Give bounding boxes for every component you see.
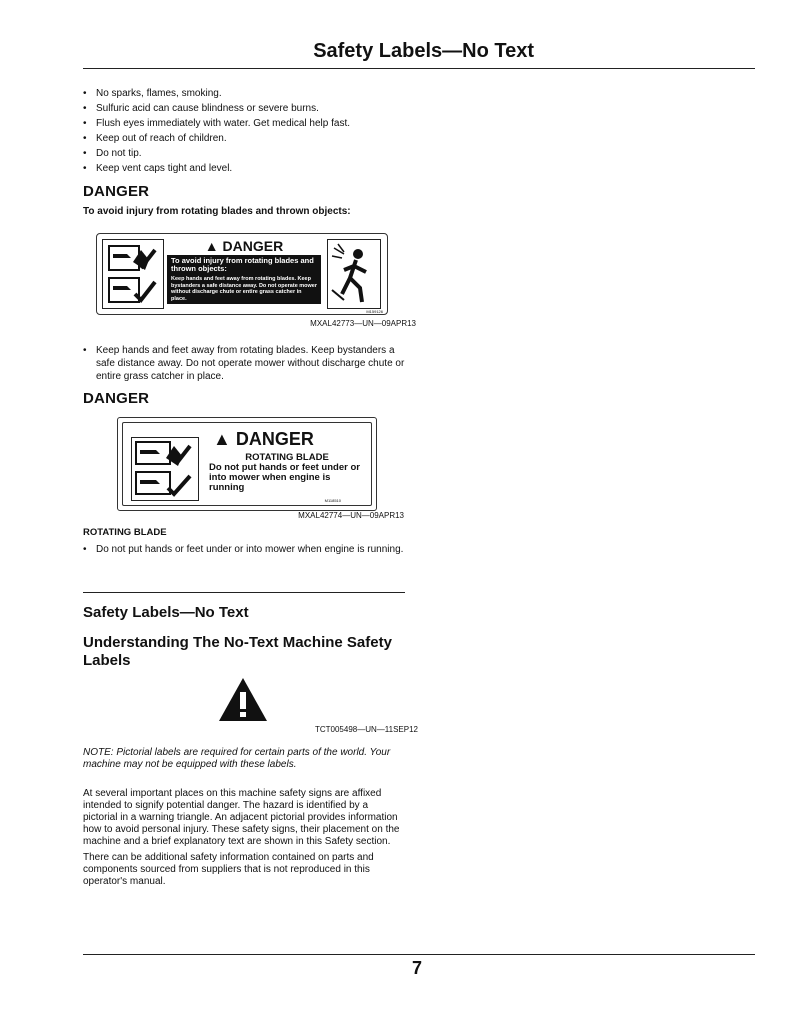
footer-rule xyxy=(83,954,755,955)
safety-label-rotating-blades xyxy=(96,233,388,315)
label-text-panel xyxy=(167,238,321,304)
label-small-text: Keep hands and feet away from rotating blades. Keep bystanders a safe distance away. Do not operate mower without discharge chute or entire grass catcher in place. xyxy=(171,276,318,302)
paragraph: At several important places on this machine safety signs are affixed intended to signify potential danger. The hazard is identified by a pictorial in a warning triangle. An adjacent pictorial provides information how to avoid personal injury. These safety signs, their placement on the machine and a brief explanatory text are shown in this Safety section. xyxy=(83,788,400,847)
section-title: Safety Labels—No Text xyxy=(83,604,249,621)
label-id: M118510 xyxy=(324,498,341,503)
hands-feet-pictorial-icon xyxy=(102,239,164,309)
image-code-3: TCT005498—UN—11SEP12 xyxy=(314,725,418,734)
danger1-bullet-list xyxy=(83,344,405,383)
paragraph: There can be additional safety information contained on parts and components sourced from suppliers that is not reproduced in this operator's manual. xyxy=(83,852,374,887)
danger-heading-1: DANGER xyxy=(83,183,150,200)
section-subtitle: Understanding The No-Text Machine Safety Labels xyxy=(83,634,392,669)
label-danger-title: ▲ DANGER xyxy=(204,238,284,254)
list-item: • No sparks, flames, smoking. xyxy=(83,86,413,101)
page-number: 7 xyxy=(412,958,423,978)
list-item: • Keep out of reach of children. xyxy=(83,131,413,146)
section-rule xyxy=(83,592,405,593)
label-id: M159126 xyxy=(366,309,383,314)
label-inner-border xyxy=(122,422,372,506)
warning-triangle-icon: ▲ xyxy=(204,238,219,254)
label-text-panel xyxy=(209,453,365,493)
danger-heading-2: DANGER xyxy=(83,390,150,407)
list-item: • Keep vent caps tight and level. xyxy=(83,161,413,176)
label-main-text: To avoid injury from rotating blades and thrown objects: xyxy=(171,256,314,273)
hands-feet-pictorial-icon xyxy=(131,437,199,501)
page-title: Safety Labels—No Text xyxy=(313,40,534,62)
label-line-2: Do not put hands or feet under or into mower when engine is running xyxy=(209,462,360,493)
warning-triangle-icon: ▲ xyxy=(213,429,231,449)
list-item: • Do not tip. xyxy=(83,146,413,161)
label-danger-title: ▲ DANGER xyxy=(213,429,314,449)
list-item: • Flush eyes immediately with water. Get medical help fast. xyxy=(83,116,413,131)
header-rule xyxy=(83,68,755,69)
thrown-objects-pictorial-icon xyxy=(327,239,381,309)
image-code-1: MXAL42773—UN—09APR13 xyxy=(310,319,416,328)
safety-label-rotating-blade xyxy=(117,417,377,511)
battery-bullet-list xyxy=(83,86,413,176)
list-item: • Do not put hands or feet under or into mower when engine is running. xyxy=(83,543,405,556)
danger2-bullet-list xyxy=(83,543,405,556)
danger-subheading-1: To avoid injury from rotating blades and thrown objects: xyxy=(83,206,351,217)
label-line-1: ROTATING BLADE xyxy=(245,452,329,463)
image-code-2: MXAL42774—UN—09APR13 xyxy=(298,511,404,520)
note-text: NOTE: Pictorial labels are required for certain parts of the world. Your machine may not be equipped with these labels. xyxy=(83,747,391,770)
danger-subheading-2: ROTATING BLADE xyxy=(83,527,167,538)
list-item: • Keep hands and feet away from rotating blades. Keep bystanders a safe distance away. Do not operate mower without discharge chute or entire grass catcher in place. xyxy=(83,344,405,383)
label-black-panel xyxy=(167,255,321,304)
list-item: • Sulfuric acid can cause blindness or severe burns. xyxy=(83,101,413,116)
warning-triangle-icon xyxy=(217,676,269,723)
